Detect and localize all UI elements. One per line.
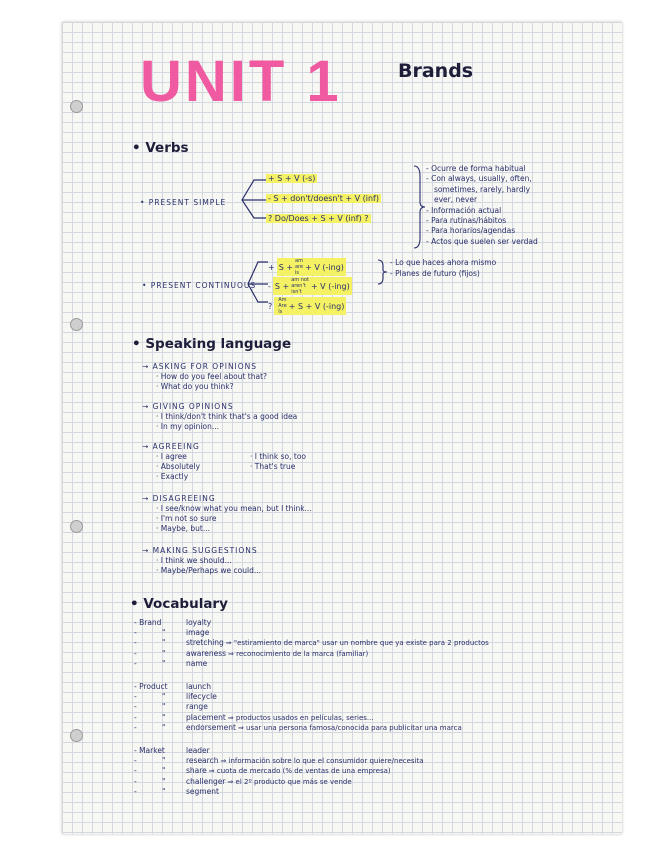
vocab-product-group [134, 682, 462, 733]
unit-title: UNIT 1 [140, 49, 342, 114]
notebook-page [62, 22, 622, 834]
verbs-heading: • Verbs [132, 140, 189, 156]
vocab-row: - " lifecycle [134, 692, 217, 702]
vocab-row: - " image [134, 628, 210, 638]
agreeing-group: → AGREEING · I agree · Absolutely · Exactly [142, 442, 201, 481]
disagreeing-group: → DISAGREEING · I see/know what you mean, but I think... · I'm not so sure · Maybe, but... [142, 494, 312, 533]
present-simple-brace [238, 174, 268, 220]
present-simple-label: • PRESENT SIMPLE [140, 198, 227, 207]
vocab-row: - Market leader [134, 746, 210, 755]
vocab-row: - " name [134, 658, 208, 668]
giving-opinions-group: → GIVING OPINIONS · I think/don't think that's a good idea · In my opinion... [142, 402, 298, 431]
present-continuous-uses-brace [376, 258, 388, 286]
agreeing-group-right: · I think so, too · That's true [250, 452, 307, 471]
present-simple-uses-brace [412, 164, 426, 250]
speaking-heading: • Speaking language [132, 336, 292, 352]
asking-opinions-group: → ASKING FOR OPINIONS · How do you feel about that? · What do you think? [142, 362, 267, 391]
vocab-row: - " segment [134, 786, 219, 796]
binder-hole [70, 318, 83, 331]
vocab-row: - " range [134, 702, 208, 712]
present-continuous-affirmative: + S + am are is + V (-ing) [268, 258, 344, 276]
unit-subtitle: Brands [398, 60, 474, 82]
vocab-row: - " share ⇒ cuota de mercado (% de ventas de una empresa) [134, 766, 391, 776]
vocab-row: - " stretching ⇒ "estiramiento de marca" usar un nombre que ya existe para 2 productos [134, 638, 489, 648]
vocab-row: - " endorsement ⇒ usar una persona famosa/conocida para publicitar una marca [134, 722, 462, 732]
binder-hole [70, 729, 83, 742]
present-simple-negative: - S + don't/doesn't + V (inf) [268, 194, 379, 203]
present-simple-affirmative: + S + V (-s) [268, 174, 316, 183]
binder-hole [70, 100, 83, 113]
making-suggestions-group: → MAKING SUGGESTIONS · I think we should... · Maybe/Perhaps we could... [142, 546, 261, 575]
present-continuous-uses: - Lo que haces ahora mismo - Planes de futuro (fijos) [390, 258, 497, 278]
present-simple-question: ? Do/Does + S + V (inf) ? [268, 214, 369, 223]
present-continuous-negative: - S + am not aren't isn't + V (-ing) [268, 277, 350, 295]
vocab-row: - " awareness ⇒ reconocimiento de la marca (familiar) [134, 648, 369, 658]
vocabulary-heading: • Vocabulary [130, 596, 228, 612]
vocab-row: - " challenger ⇒ el 2º producto que más se vende [134, 776, 352, 786]
present-simple-uses: - Ocurre de forma habitual - Con always, usually, often, sometimes, rarely, hardly ever, never - Información actual - Para rutinas/hábitos - Para horarios/agendas - Actos que suelen ser verdad [426, 164, 538, 246]
vocab-row: - " research ⇒ información sobre lo que el consumidor quiere/necesita [134, 756, 424, 766]
present-continuous-label: • PRESENT CONTINUOUS [142, 281, 257, 290]
present-continuous-question: ? Am Are Is + S + V (-ing) [268, 297, 345, 315]
vocab-brand-group [134, 618, 489, 669]
vocab-row: - Product launch [134, 682, 212, 691]
vocab-row: - Brand loyalty [134, 618, 212, 627]
vocab-market-group [134, 746, 424, 797]
vocab-row: - " placement ⇒ productos usados en películas, series... [134, 712, 374, 722]
binder-hole [70, 520, 83, 533]
present-continuous-brace [246, 258, 270, 304]
